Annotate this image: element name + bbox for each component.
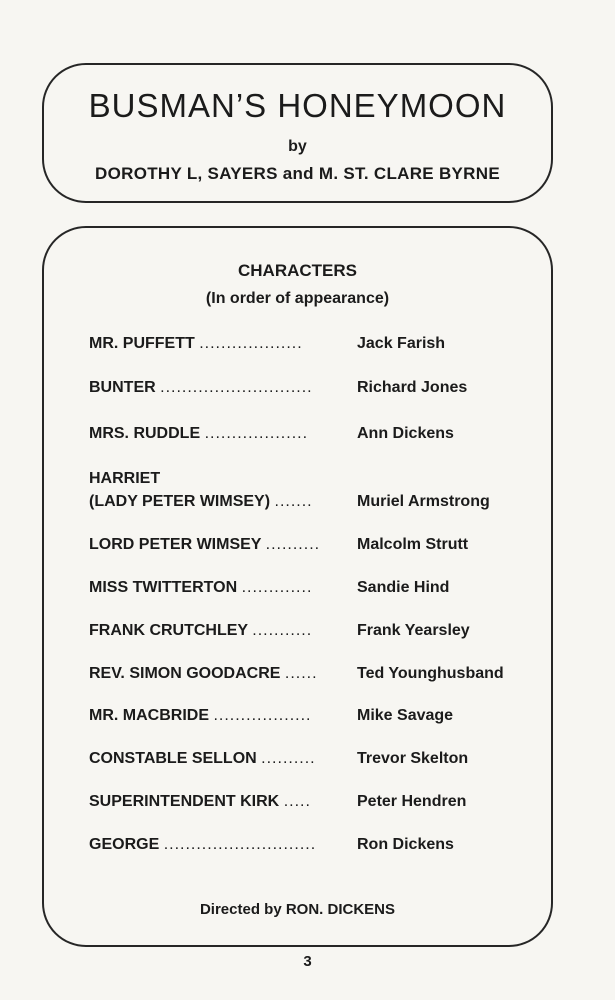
cast-row: [89, 579, 450, 597]
play-title: BUSMAN’S HONEYMOON: [88, 87, 507, 124]
cast-row: [89, 750, 469, 768]
leader-dots: ..........: [265, 536, 321, 553]
role-name: CONSTABLE SELLON: [89, 750, 257, 767]
role-name: GEORGE: [89, 836, 160, 853]
cast-row: [89, 335, 446, 353]
role-name-line1: HARRIET: [89, 470, 161, 487]
role-name: MR. PUFFETT: [89, 335, 195, 352]
characters-box: [42, 226, 553, 947]
cast-row: [89, 665, 504, 683]
director-credit: Directed by RON. DICKENS: [199, 901, 396, 918]
actor-name: Ted Younghusband: [357, 665, 504, 682]
leader-dots: ...........: [252, 622, 313, 639]
cast-row: [89, 425, 454, 443]
cast-row: [89, 493, 490, 511]
cast-row-harriet: [89, 470, 160, 488]
cast-row: [89, 622, 470, 640]
cast-row: [89, 793, 467, 811]
actor-name: Sandie Hind: [357, 579, 450, 596]
characters-subheading: (In order of appearance): [205, 290, 390, 307]
leader-dots: .......: [274, 493, 313, 510]
role-name: FRANK CRUTCHLEY: [89, 622, 248, 639]
leader-dots: ..........: [261, 750, 316, 767]
actor-name: Jack Farish: [357, 335, 446, 352]
leader-dots: .....: [283, 793, 311, 810]
title-box: [42, 63, 553, 203]
role-name: LORD PETER WIMSEY: [89, 536, 262, 553]
role-name: MR. MACBRIDE: [89, 707, 209, 724]
cast-row: [89, 707, 454, 725]
leader-dots: ............................: [160, 379, 313, 396]
role-name: BUNTER: [89, 379, 156, 396]
authors: DOROTHY L, SAYERS and M. ST. CLARE BYRNE: [95, 164, 500, 183]
actor-name: Ann Dickens: [357, 425, 454, 442]
leader-dots: ..................: [213, 707, 312, 724]
leader-dots: ......: [284, 665, 318, 682]
role-name: REV. SIMON GOODACRE: [89, 665, 281, 682]
role-name: MRS. RUDDLE: [89, 425, 201, 442]
actor-name: Richard Jones: [357, 379, 468, 396]
cast-row: [89, 836, 454, 854]
leader-dots: ............................: [163, 836, 317, 853]
role-name: SUPERINTENDENT KIRK: [89, 793, 280, 810]
role-name: (LADY PETER WIMSEY): [89, 493, 271, 510]
leader-dots: ...................: [199, 335, 303, 352]
actor-name: Malcolm Strutt: [357, 536, 469, 553]
cast-row: [89, 379, 468, 397]
by-line: by: [288, 138, 307, 155]
leader-dots: ...................: [204, 425, 309, 442]
role-name: MISS TWITTERTON: [89, 579, 238, 596]
characters-heading: CHARACTERS: [238, 261, 357, 280]
actor-name: Mike Savage: [357, 707, 454, 724]
actor-name: Peter Hendren: [357, 793, 467, 810]
actor-name: Trevor Skelton: [357, 750, 469, 767]
page-number: 3: [303, 953, 312, 970]
actor-name: Ron Dickens: [357, 836, 454, 853]
cast-row: [89, 536, 469, 554]
actor-name: Frank Yearsley: [357, 622, 470, 639]
leader-dots: .............: [241, 579, 313, 596]
actor-name: Muriel Armstrong: [357, 493, 490, 510]
